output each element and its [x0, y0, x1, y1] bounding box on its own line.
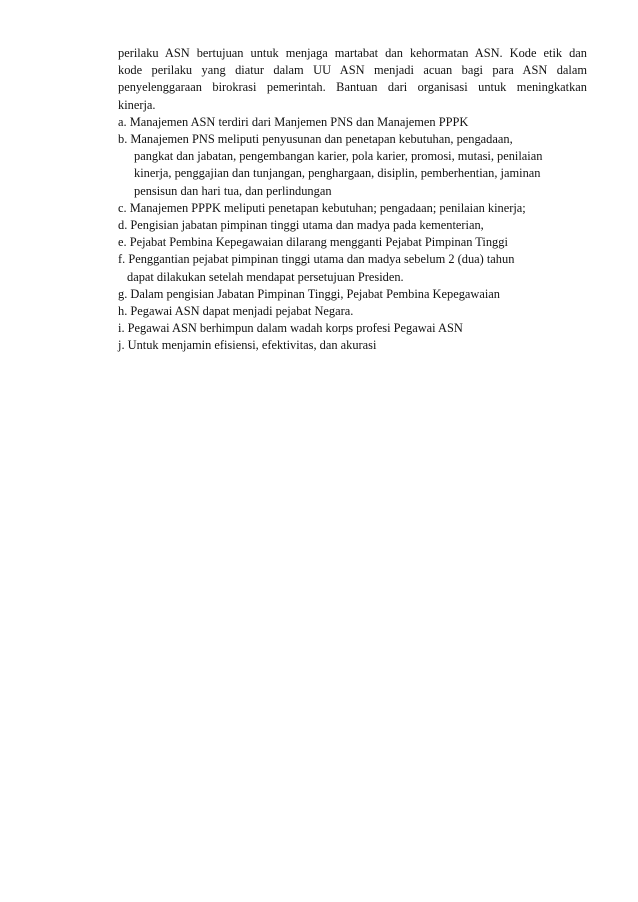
- list-item-h: [118, 303, 587, 320]
- item-g-text: g. Dalam pengisian Jabatan Pimpinan Tinggi, Pejabat Pembina Kepegawaian: [118, 286, 500, 301]
- list-item-e: [118, 234, 587, 251]
- item-f-line-2: dapat dilakukan setelah mendapat persetujuan Presiden.: [127, 269, 404, 284]
- item-d-text: d. Pengisian jabatan pimpinan tinggi utama dan madya pada kementerian,: [118, 218, 484, 233]
- intro-line-1: perilaku ASN bertujuan untuk menjaga martabat dan kehormatan ASN. Kode etik dan: [118, 46, 587, 60]
- intro-paragraph: [118, 45, 587, 114]
- intro-line-2: kode perilaku yang diatur dalam UU ASN menjadi acuan bagi para ASN dalam: [118, 63, 587, 78]
- list-item-i: [118, 320, 587, 337]
- item-i-text: i. Pegawai ASN berhimpun dalam wadah korps profesi Pegawai ASN: [118, 321, 463, 336]
- list-item-b: [118, 131, 587, 200]
- item-b-line-4: pensisun dan hari tua, dan perlindungan: [134, 183, 332, 198]
- list-item-j: [118, 337, 587, 354]
- list-item-a: [118, 114, 587, 131]
- item-a-text: a. Manajemen ASN terdiri dari Manjemen PNS dan Manajemen PPPK: [118, 114, 469, 129]
- item-b-line-3: kinerja, penggajian dan tunjangan, penghargaan, disiplin, pemberhentian, jaminan: [134, 166, 541, 181]
- intro-line-3: penyelenggaraan birokrasi pemerintah. Bantuan dari organisasi untuk meningkatkan: [118, 80, 587, 95]
- list-item-g: [118, 286, 587, 303]
- item-h-text: h. Pegawai ASN dapat menjadi pejabat Negara.: [118, 304, 354, 319]
- item-j-text: j. Untuk menjamin efisiensi, efektivitas, dan akurasi: [118, 338, 377, 353]
- document-text: [118, 45, 587, 355]
- intro-line-4: kinerja.: [118, 97, 156, 112]
- list-item-d: [118, 217, 587, 234]
- item-c-text: c. Manajemen PPPK meliputi penetapan kebutuhan; pengadaan; penilaian kinerja;: [118, 200, 526, 215]
- item-b-line-2: pangkat dan jabatan, pengembangan karier, pola karier, promosi, mutasi, penilaian: [134, 149, 543, 164]
- list-item-c: [118, 200, 587, 217]
- item-f-line-1: f. Penggantian pejabat pimpinan tinggi utama dan madya sebelum 2 (dua) tahun: [118, 252, 515, 267]
- list-item-f: [118, 251, 587, 285]
- item-b-line-1: b. Manajemen PNS meliputi penyusunan dan penetapan kebutuhan, pengadaan,: [118, 132, 513, 147]
- item-e-text: e. Pejabat Pembina Kepegawaian dilarang mengganti Pejabat Pimpinan Tinggi: [118, 235, 508, 250]
